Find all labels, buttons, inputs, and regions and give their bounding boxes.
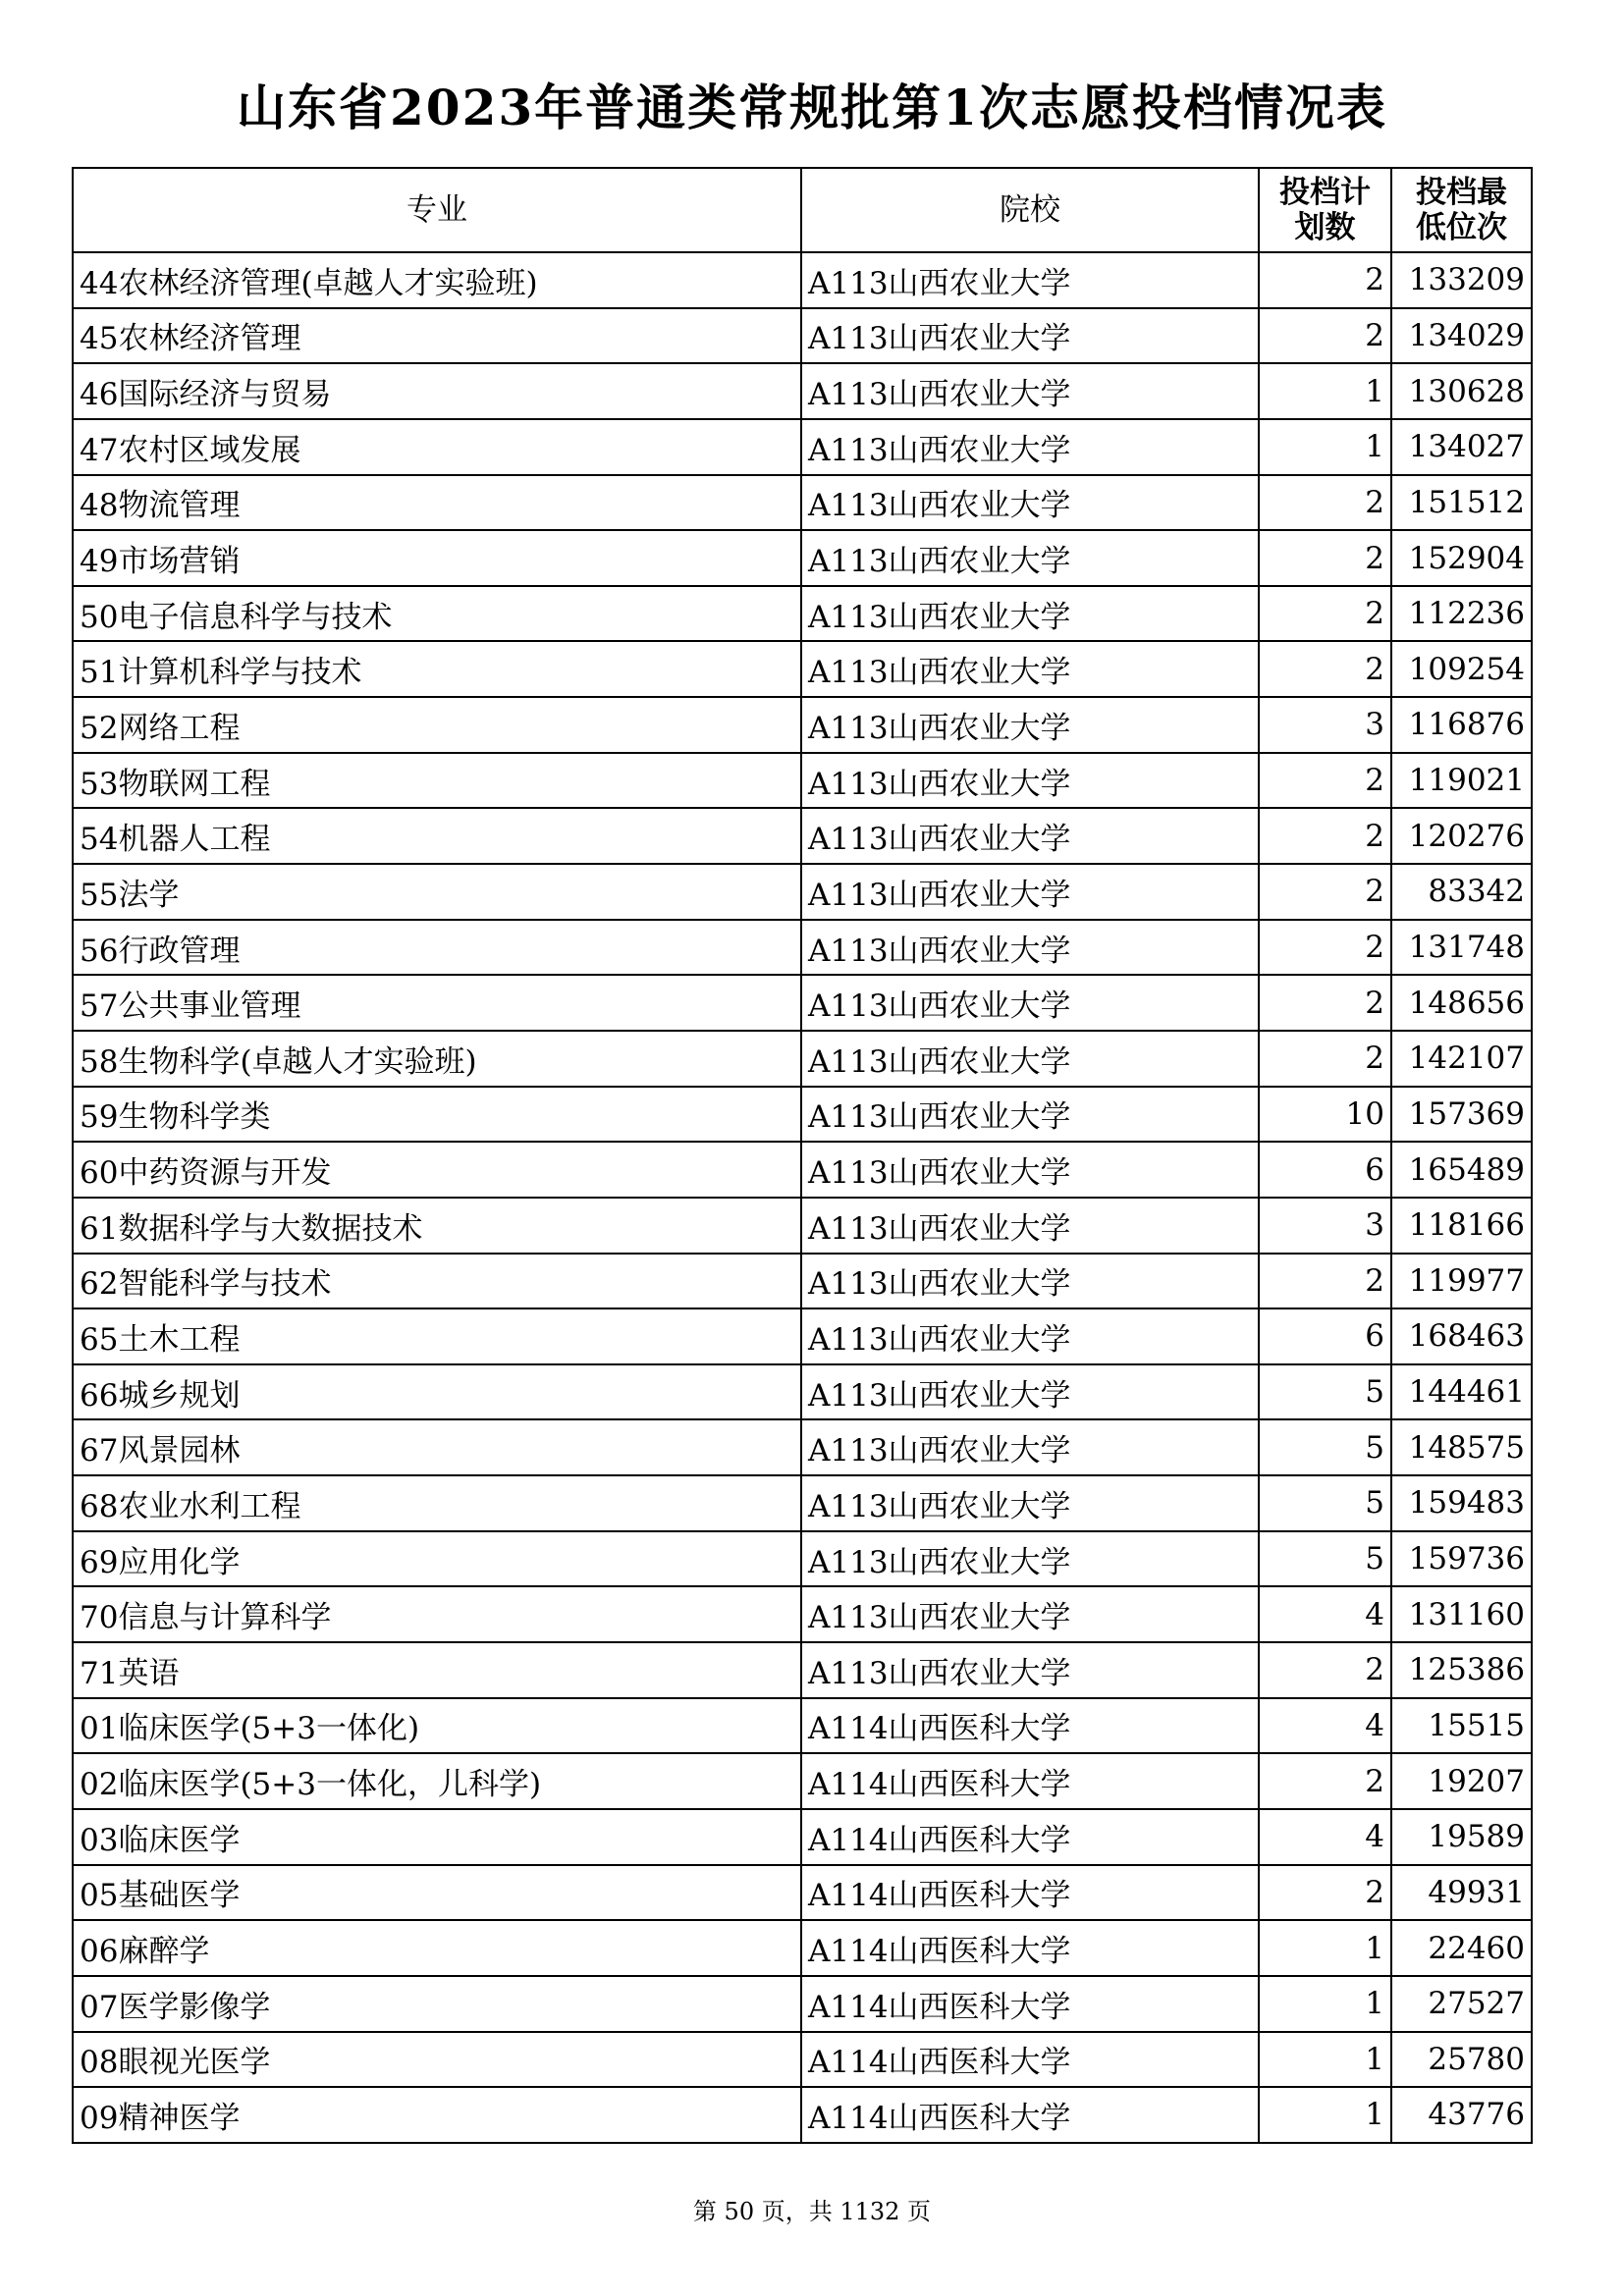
major-cell: 49市场营销 [73, 530, 801, 586]
major-cell: 70信息与计算科学 [73, 1586, 801, 1642]
table-row [73, 753, 1532, 809]
table-row [73, 808, 1532, 864]
major-cell: 07医学影像学 [73, 1976, 801, 2032]
major-cell: 44农林经济管理(卓越人才实验班) [73, 252, 801, 308]
school-cell: A113山西农业大学 [801, 252, 1259, 308]
major-cell: 46国际经济与贸易 [73, 363, 801, 419]
school-cell: A113山西农业大学 [801, 1531, 1259, 1587]
header-rank-line2: 低位次 [1416, 210, 1507, 245]
plan-count-cell: 2 [1259, 1642, 1391, 1698]
major-cell: 52网络工程 [73, 697, 801, 753]
major-cell: 06麻醉学 [73, 1920, 801, 1976]
plan-count-cell: 4 [1259, 1809, 1391, 1865]
major-cell: 03临床医学 [73, 1809, 801, 1865]
min-rank-cell: 118166 [1391, 1198, 1532, 1254]
min-rank-cell: 144461 [1391, 1364, 1532, 1420]
min-rank-cell: 49931 [1391, 1865, 1532, 1921]
table-row [73, 252, 1532, 308]
school-cell: A114山西医科大学 [801, 1976, 1259, 2032]
table-body [73, 252, 1532, 2143]
major-cell: 48物流管理 [73, 475, 801, 531]
min-rank-cell: 134029 [1391, 308, 1532, 364]
major-cell: 05基础医学 [73, 1865, 801, 1921]
header-school: 院校 [801, 168, 1259, 252]
school-cell: A113山西农业大学 [801, 753, 1259, 809]
table-row [73, 1142, 1532, 1198]
plan-count-cell: 4 [1259, 1698, 1391, 1754]
plan-count-cell: 6 [1259, 1142, 1391, 1198]
table-header-row [73, 168, 1532, 252]
min-rank-cell: 131748 [1391, 920, 1532, 976]
table-row [73, 1865, 1532, 1921]
min-rank-cell: 125386 [1391, 1642, 1532, 1698]
min-rank-cell: 159736 [1391, 1531, 1532, 1587]
school-cell: A114山西医科大学 [801, 2032, 1259, 2088]
major-cell: 66城乡规划 [73, 1364, 801, 1420]
plan-count-cell: 2 [1259, 530, 1391, 586]
table-row [73, 697, 1532, 753]
major-cell: 01临床医学(5+3一体化) [73, 1698, 801, 1754]
min-rank-cell: 22460 [1391, 1920, 1532, 1976]
table-row [73, 2087, 1532, 2143]
plan-count-cell: 10 [1259, 1087, 1391, 1143]
school-cell: A113山西农业大学 [801, 1642, 1259, 1698]
min-rank-cell: 152904 [1391, 530, 1532, 586]
table-row [73, 1642, 1532, 1698]
plan-count-cell: 1 [1259, 419, 1391, 475]
major-cell: 61数据科学与大数据技术 [73, 1198, 801, 1254]
header-rank-line1: 投档最 [1416, 175, 1507, 210]
table-row [73, 1308, 1532, 1364]
table-row [73, 1364, 1532, 1420]
school-cell: A113山西农业大学 [801, 864, 1259, 920]
major-cell: 58生物科学(卓越人才实验班) [73, 1031, 801, 1087]
plan-count-cell: 5 [1259, 1419, 1391, 1475]
major-cell: 02临床医学(5+3一体化，儿科学) [73, 1753, 801, 1809]
school-cell: A113山西农业大学 [801, 1419, 1259, 1475]
major-cell: 57公共事业管理 [73, 975, 801, 1031]
header-rank [1391, 168, 1532, 252]
min-rank-cell: 142107 [1391, 1031, 1532, 1087]
major-cell: 47农村区域发展 [73, 419, 801, 475]
plan-count-cell: 5 [1259, 1364, 1391, 1420]
table-row [73, 1254, 1532, 1309]
min-rank-cell: 168463 [1391, 1308, 1532, 1364]
table-row [73, 1087, 1532, 1143]
table-row [73, 586, 1532, 642]
plan-count-cell: 3 [1259, 1198, 1391, 1254]
school-cell: A114山西医科大学 [801, 1920, 1259, 1976]
school-cell: A114山西医科大学 [801, 1698, 1259, 1754]
plan-count-cell: 1 [1259, 1920, 1391, 1976]
min-rank-cell: 120276 [1391, 808, 1532, 864]
admission-table [72, 167, 1533, 2144]
table-row [73, 1920, 1532, 1976]
min-rank-cell: 157369 [1391, 1087, 1532, 1143]
min-rank-cell: 25780 [1391, 2032, 1532, 2088]
min-rank-cell: 159483 [1391, 1475, 1532, 1531]
school-cell: A114山西医科大学 [801, 1753, 1259, 1809]
plan-count-cell: 2 [1259, 475, 1391, 531]
school-cell: A114山西医科大学 [801, 1809, 1259, 1865]
plan-count-cell: 2 [1259, 753, 1391, 809]
school-cell: A113山西农业大学 [801, 1254, 1259, 1309]
school-cell: A113山西农业大学 [801, 363, 1259, 419]
min-rank-cell: 119021 [1391, 753, 1532, 809]
plan-count-cell: 1 [1259, 2032, 1391, 2088]
min-rank-cell: 151512 [1391, 475, 1532, 531]
school-cell: A113山西农业大学 [801, 1031, 1259, 1087]
school-cell: A113山西农业大学 [801, 808, 1259, 864]
plan-count-cell: 2 [1259, 586, 1391, 642]
major-cell: 45农林经济管理 [73, 308, 801, 364]
table-row [73, 1698, 1532, 1754]
min-rank-cell: 148656 [1391, 975, 1532, 1031]
table-row [73, 475, 1532, 531]
school-cell: A114山西医科大学 [801, 2087, 1259, 2143]
major-cell: 50电子信息科学与技术 [73, 586, 801, 642]
major-cell: 65土木工程 [73, 1308, 801, 1364]
table-row [73, 864, 1532, 920]
major-cell: 59生物科学类 [73, 1087, 801, 1143]
plan-count-cell: 2 [1259, 252, 1391, 308]
major-cell: 56行政管理 [73, 920, 801, 976]
min-rank-cell: 119977 [1391, 1254, 1532, 1309]
header-major: 专业 [73, 168, 801, 252]
plan-count-cell: 3 [1259, 697, 1391, 753]
major-cell: 08眼视光医学 [73, 2032, 801, 2088]
school-cell: A113山西农业大学 [801, 1198, 1259, 1254]
school-cell: A113山西农业大学 [801, 308, 1259, 364]
header-plan-line1: 投档计 [1279, 175, 1371, 210]
table-row [73, 975, 1532, 1031]
page-footer: 第 50 页，共 1132 页 [692, 2198, 932, 2225]
plan-count-cell: 2 [1259, 1031, 1391, 1087]
major-cell: 69应用化学 [73, 1531, 801, 1587]
min-rank-cell: 116876 [1391, 697, 1532, 753]
plan-count-cell: 5 [1259, 1531, 1391, 1587]
min-rank-cell: 27527 [1391, 1976, 1532, 2032]
table-row [73, 1753, 1532, 1809]
major-cell: 09精神医学 [73, 2087, 801, 2143]
major-cell: 68农业水利工程 [73, 1475, 801, 1531]
table-row [73, 641, 1532, 697]
school-cell: A114山西医科大学 [801, 1865, 1259, 1921]
header-plan [1259, 168, 1391, 252]
table-row [73, 1198, 1532, 1254]
plan-count-cell: 2 [1259, 1753, 1391, 1809]
min-rank-cell: 131160 [1391, 1586, 1532, 1642]
table-row [73, 2032, 1532, 2088]
major-cell: 62智能科学与技术 [73, 1254, 801, 1309]
school-cell: A113山西农业大学 [801, 641, 1259, 697]
school-cell: A113山西农业大学 [801, 586, 1259, 642]
table-row [73, 1809, 1532, 1865]
school-cell: A113山西农业大学 [801, 1087, 1259, 1143]
major-cell: 67风景园林 [73, 1419, 801, 1475]
min-rank-cell: 134027 [1391, 419, 1532, 475]
min-rank-cell: 112236 [1391, 586, 1532, 642]
plan-count-cell: 2 [1259, 864, 1391, 920]
min-rank-cell: 43776 [1391, 2087, 1532, 2143]
min-rank-cell: 15515 [1391, 1698, 1532, 1754]
min-rank-cell: 19589 [1391, 1809, 1532, 1865]
school-cell: A113山西农业大学 [801, 419, 1259, 475]
plan-count-cell: 2 [1259, 1254, 1391, 1309]
school-cell: A113山西农业大学 [801, 697, 1259, 753]
plan-count-cell: 2 [1259, 808, 1391, 864]
table-row [73, 1419, 1532, 1475]
plan-count-cell: 2 [1259, 641, 1391, 697]
major-cell: 55法学 [73, 864, 801, 920]
major-cell: 71英语 [73, 1642, 801, 1698]
plan-count-cell: 6 [1259, 1308, 1391, 1364]
plan-count-cell: 2 [1259, 1865, 1391, 1921]
major-cell: 51计算机科学与技术 [73, 641, 801, 697]
school-cell: A113山西农业大学 [801, 530, 1259, 586]
min-rank-cell: 130628 [1391, 363, 1532, 419]
major-cell: 54机器人工程 [73, 808, 801, 864]
table-row [73, 530, 1532, 586]
table-row [73, 419, 1532, 475]
min-rank-cell: 165489 [1391, 1142, 1532, 1198]
table-row [73, 363, 1532, 419]
major-cell: 53物联网工程 [73, 753, 801, 809]
plan-count-cell: 4 [1259, 1586, 1391, 1642]
table-row [73, 1031, 1532, 1087]
school-cell: A113山西农业大学 [801, 920, 1259, 976]
school-cell: A113山西农业大学 [801, 1364, 1259, 1420]
plan-count-cell: 1 [1259, 363, 1391, 419]
plan-count-cell: 5 [1259, 1475, 1391, 1531]
plan-count-cell: 2 [1259, 920, 1391, 976]
min-rank-cell: 133209 [1391, 252, 1532, 308]
min-rank-cell: 148575 [1391, 1419, 1532, 1475]
plan-count-cell: 2 [1259, 975, 1391, 1031]
school-cell: A113山西农业大学 [801, 1142, 1259, 1198]
min-rank-cell: 109254 [1391, 641, 1532, 697]
major-cell: 60中药资源与开发 [73, 1142, 801, 1198]
header-plan-line2: 划数 [1294, 210, 1356, 245]
school-cell: A113山西农业大学 [801, 1308, 1259, 1364]
table-row [73, 1586, 1532, 1642]
plan-count-cell: 1 [1259, 1976, 1391, 2032]
school-cell: A113山西农业大学 [801, 1475, 1259, 1531]
plan-count-cell: 1 [1259, 2087, 1391, 2143]
school-cell: A113山西农业大学 [801, 475, 1259, 531]
plan-count-cell: 2 [1259, 308, 1391, 364]
school-cell: A113山西农业大学 [801, 975, 1259, 1031]
min-rank-cell: 83342 [1391, 864, 1532, 920]
school-cell: A113山西农业大学 [801, 1586, 1259, 1642]
min-rank-cell: 19207 [1391, 1753, 1532, 1809]
page-title: 山东省2023年普通类常规批第1次志愿投档情况表 [237, 79, 1387, 136]
table-row [73, 1475, 1532, 1531]
table-row [73, 1531, 1532, 1587]
table-row [73, 308, 1532, 364]
table-row [73, 920, 1532, 976]
table-row [73, 1976, 1532, 2032]
